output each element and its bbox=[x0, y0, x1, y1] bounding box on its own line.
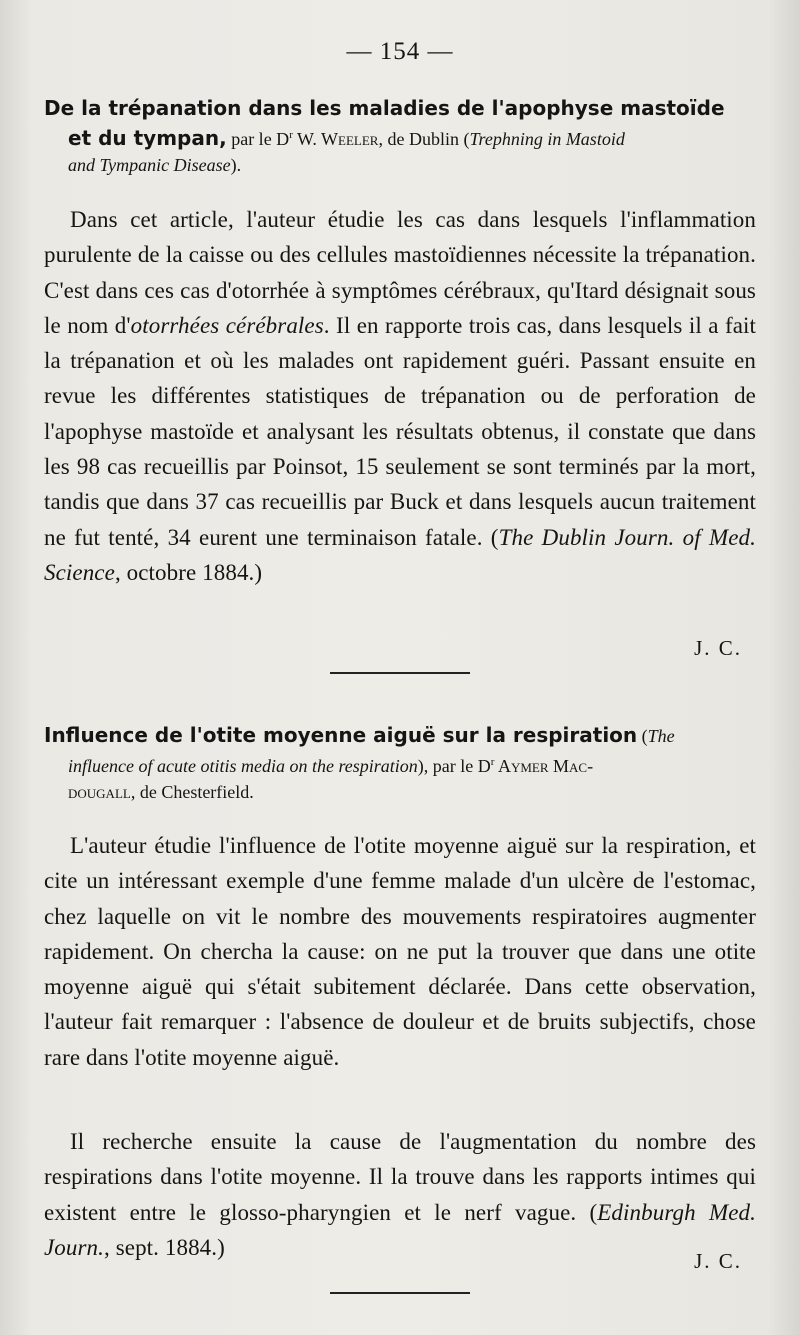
article1-byline-prefix: par le D bbox=[226, 129, 290, 149]
article2-citation-date: , sept. 1884.) bbox=[104, 1234, 225, 1260]
article1-title-line1: De la trépanation dans les maladies de l'apophyse mastoïde bbox=[44, 96, 725, 120]
page-number: — 154 — bbox=[346, 38, 454, 65]
article2-english-title-1: The bbox=[647, 726, 675, 746]
article2-journal-citation: Edinburgh Med. Journ. bbox=[44, 1199, 756, 1260]
article1-title-line2: et du tympan, bbox=[68, 126, 227, 150]
article1-italic-term: otorrhées cérébrales bbox=[130, 312, 324, 338]
article1-english-title-2: and Tympanic Disease bbox=[68, 155, 231, 175]
article2-author-1: Aymer Mac- bbox=[494, 756, 594, 776]
article2-english-title-2: influence of acute otitis media on the respiration bbox=[68, 756, 418, 776]
article1-body bbox=[44, 202, 756, 590]
article2-text: Il recherche ensuite la cause de l'augmentation du nombre des respirations dans l'otite moyenne. Il la trouve dans les rapports intimes qui existent entre le glosso-pharyngien et le nerf vague. ( bbox=[44, 1129, 756, 1225]
article2-paragraph2 bbox=[44, 1124, 756, 1265]
article2-paragraph1: L'auteur étudie l'influence de l'otite moyenne aiguë sur la respiration, et cite un intéressant exemple d'une femme malade d'un ulcère de l'estomac, chez laquelle on vit le nombre des mouvements respiratoires augmenter rapidement. On chercha la cause: on ne put la trouver que dans une otite moyenne aiguë qui s'était subitement déclarée. Dans cette observation, l'auteur fait remarquer : l'absence de douleur et de bruits subjectifs, chose rare dans l'otite moyenne aiguë. bbox=[44, 833, 756, 1070]
section-divider-2 bbox=[330, 1292, 470, 1294]
article2-heading bbox=[44, 722, 758, 805]
article2-author-2: dougall, bbox=[68, 782, 136, 802]
article1-place: de Dublin ( bbox=[382, 129, 470, 149]
article2-byline-prefix: par le D bbox=[428, 756, 491, 776]
article2-signature: J. C. bbox=[694, 1249, 742, 1273]
article1-text-2: . Il en rapporte trois cas, dans lesquels il a fait la trépanation et où les malades ont rapidement guéri. Passant ensuite en revue les différentes statistiques de trépanation ou de perforation de l'apophyse mastoïde et analysant les résultats obtenus, il constate que dans les 98 cas recueillis par Poinsot, 15 seulement se sont terminés par la mort, tandis que dans 37 cas recueillis par Buck et dans lesquels aucun traitement ne fut tenté, 34 eurent une terminaison fatale. ( bbox=[44, 312, 756, 550]
article1-journal-citation: The Dublin Journ. of Med. Science bbox=[44, 524, 756, 585]
article2-title-open: ( bbox=[637, 726, 648, 746]
article1-signature: J. C. bbox=[694, 636, 742, 660]
article1-byline-sup: r bbox=[289, 129, 293, 141]
article2-english-close: ), bbox=[417, 756, 429, 776]
article2-place: de Chesterfield. bbox=[135, 782, 254, 802]
article1-citation-date: , octobre 1884.) bbox=[114, 559, 263, 585]
article1-author: W. Weeler, bbox=[292, 129, 383, 149]
section-divider-1 bbox=[330, 672, 470, 674]
article1-english-title-close: ). bbox=[230, 155, 242, 175]
article1-english-title-1: Trephning in Mastoid bbox=[469, 129, 625, 149]
article2-title: Influence de l'otite moyenne aiguë sur la respiration bbox=[44, 723, 638, 747]
article1-heading bbox=[44, 95, 758, 178]
article1-text-1: Dans cet article, l'auteur étudie les cas dans lesquels l'inflammation purulente de la caisse ou des cellules mastoïdiennes nécessite la trépanation. C'est dans ces cas d'otorrhée à symptômes cérébraux, qu'Itard désignait sous le nom d' bbox=[44, 207, 756, 338]
article2-byline-sup: r bbox=[490, 756, 495, 768]
